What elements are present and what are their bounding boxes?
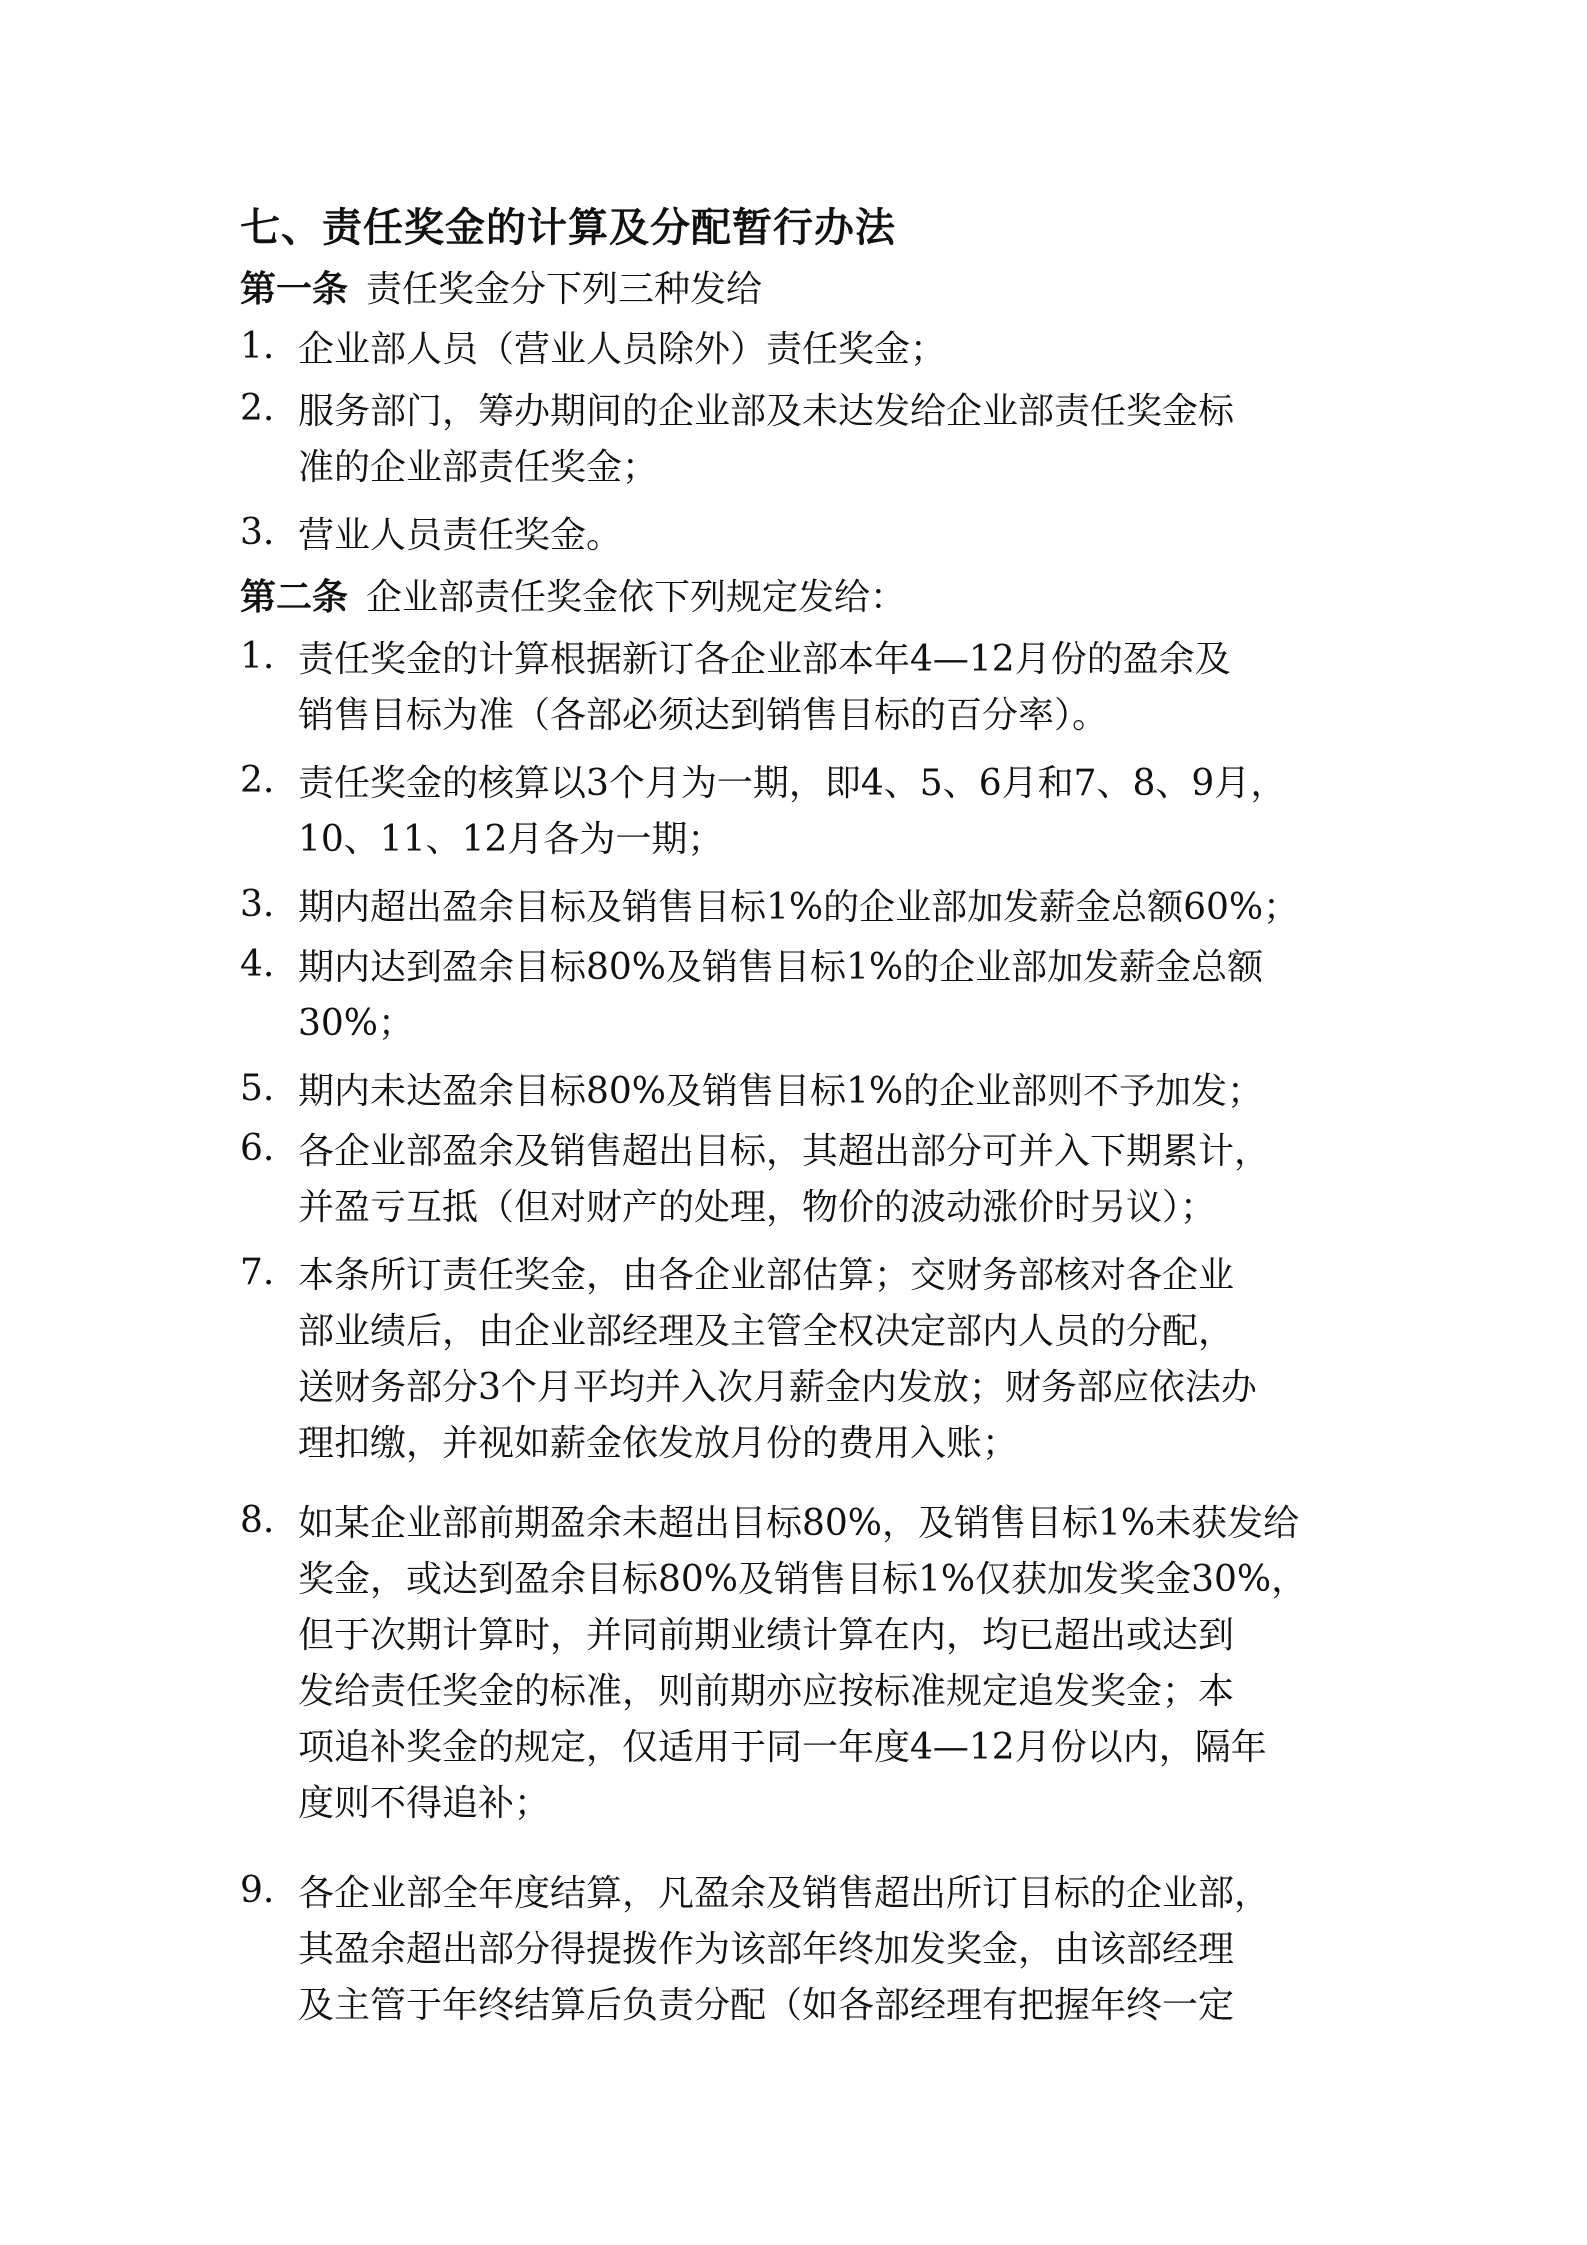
article-heading-text: 责任奖金分下列三种发给 xyxy=(366,269,763,310)
item-line: 责任奖金的核算以3个月为一期，即4、5、6月和7、8、9月， xyxy=(298,763,1287,804)
item-line: 责任奖金的计算根据新订各企业部本年4—12月份的盈余及 xyxy=(298,639,1231,680)
item-line: 度则不得追补； xyxy=(298,1783,551,1824)
item-line: 理扣缴，并视如薪金依发放月份的费用入账； xyxy=(298,1423,1019,1464)
item-number: 7. xyxy=(240,1252,275,1293)
item-line: 发给责任奖金的标准，则前期亦应按标准规定追发奖金；本 xyxy=(298,1671,1235,1712)
article-2-item-4 xyxy=(240,940,1360,1052)
item-number: 2. xyxy=(240,388,275,429)
item-line: 期内未达盈余目标80%及销售目标1%的企业部则不予加发； xyxy=(298,1071,1264,1112)
item-line: 如某企业部前期盈余未超出目标80%，及销售目标1%未获发给 xyxy=(298,1503,1300,1544)
item-line: 部业绩后，由企业部经理及主管全权决定部内人员的分配， xyxy=(298,1311,1235,1352)
item-line: 项追补奖金的规定，仅适用于同一年度4—12月份以内，隔年 xyxy=(298,1727,1267,1768)
item-line: 期内达到盈余目标80%及销售目标1%的企业部加发薪金总额 xyxy=(298,947,1264,988)
item-line: 期内超出盈余目标及销售目标1%的企业部加发薪金总额60%； xyxy=(298,887,1300,928)
item-number: 6. xyxy=(240,1128,275,1169)
item-line: 销售目标为准（各部必须达到销售目标的百分率）。 xyxy=(298,695,1109,736)
item-line: 10、11、12月各为一期； xyxy=(298,819,724,860)
article-number: 第一条 xyxy=(240,268,349,310)
item-number: 9. xyxy=(240,1870,275,1911)
item-line: 并盈亏互抵（但对财产的处理，物价的波动涨价时另议）； xyxy=(298,1187,1217,1228)
item-number: 5. xyxy=(240,1068,275,1109)
item-line: 但于次期计算时，并同前期业绩计算在内，均已超出或达到 xyxy=(298,1615,1235,1656)
article-2-item-1 xyxy=(240,632,1360,744)
item-number: 8. xyxy=(240,1500,275,1541)
item-line: 送财务部分3个月平均并入次月薪金内发放；财务部应依法办 xyxy=(298,1367,1257,1408)
item-line: 及主管于年终结算后负责分配（如各部经理有把握年终一定 xyxy=(298,1985,1235,2026)
article-2-item-9 xyxy=(240,1866,1360,2034)
item-line: 30%； xyxy=(298,1003,415,1044)
article-2-item-3 xyxy=(240,880,1360,936)
section-title: 七、责任奖金的计算及分配暂行办法 xyxy=(240,204,896,251)
article-2-item-5 xyxy=(240,1064,1360,1120)
item-line: 服务部门，筹办期间的企业部及未达发给企业部责任奖金标 xyxy=(298,391,1235,432)
item-line: 营业人员责任奖金。 xyxy=(298,515,623,556)
item-line: 各企业部全年度结算，凡盈余及销售超出所订目标的企业部， xyxy=(298,1873,1271,1914)
item-line: 各企业部盈余及销售超出目标，其超出部分可并入下期累计， xyxy=(298,1131,1271,1172)
item-number: 3. xyxy=(240,884,275,925)
article-1-item-2 xyxy=(240,384,1360,496)
article-2-item-6 xyxy=(240,1124,1360,1236)
item-number: 2. xyxy=(240,760,275,801)
item-line: 企业部人员（营业人员除外）责任奖金； xyxy=(298,329,947,370)
item-line: 本条所订责任奖金，由各企业部估算；交财务部核对各企业 xyxy=(298,1255,1235,1296)
article-2-heading xyxy=(240,572,906,623)
article-heading-text: 企业部责任奖金依下列规定发给： xyxy=(366,577,907,618)
article-2-item-8 xyxy=(240,1496,1360,1832)
article-2-item-7 xyxy=(240,1248,1360,1472)
item-line: 奖金，或达到盈余目标80%及销售目标1%仅获加发奖金30%， xyxy=(298,1559,1308,1600)
item-line: 准的企业部责任奖金； xyxy=(298,447,659,488)
item-number: 1. xyxy=(240,636,275,677)
article-2-item-2 xyxy=(240,756,1360,868)
item-number: 4. xyxy=(240,944,275,985)
article-number: 第二条 xyxy=(240,576,349,618)
article-1-item-1 xyxy=(240,322,1360,378)
item-number: 3. xyxy=(240,512,275,553)
item-number: 1. xyxy=(240,326,275,367)
item-line: 其盈余超出部分得提拨作为该部年终加发奖金，由该部经理 xyxy=(298,1929,1235,1970)
article-1-heading xyxy=(240,264,762,315)
article-1-item-3 xyxy=(240,508,1360,564)
